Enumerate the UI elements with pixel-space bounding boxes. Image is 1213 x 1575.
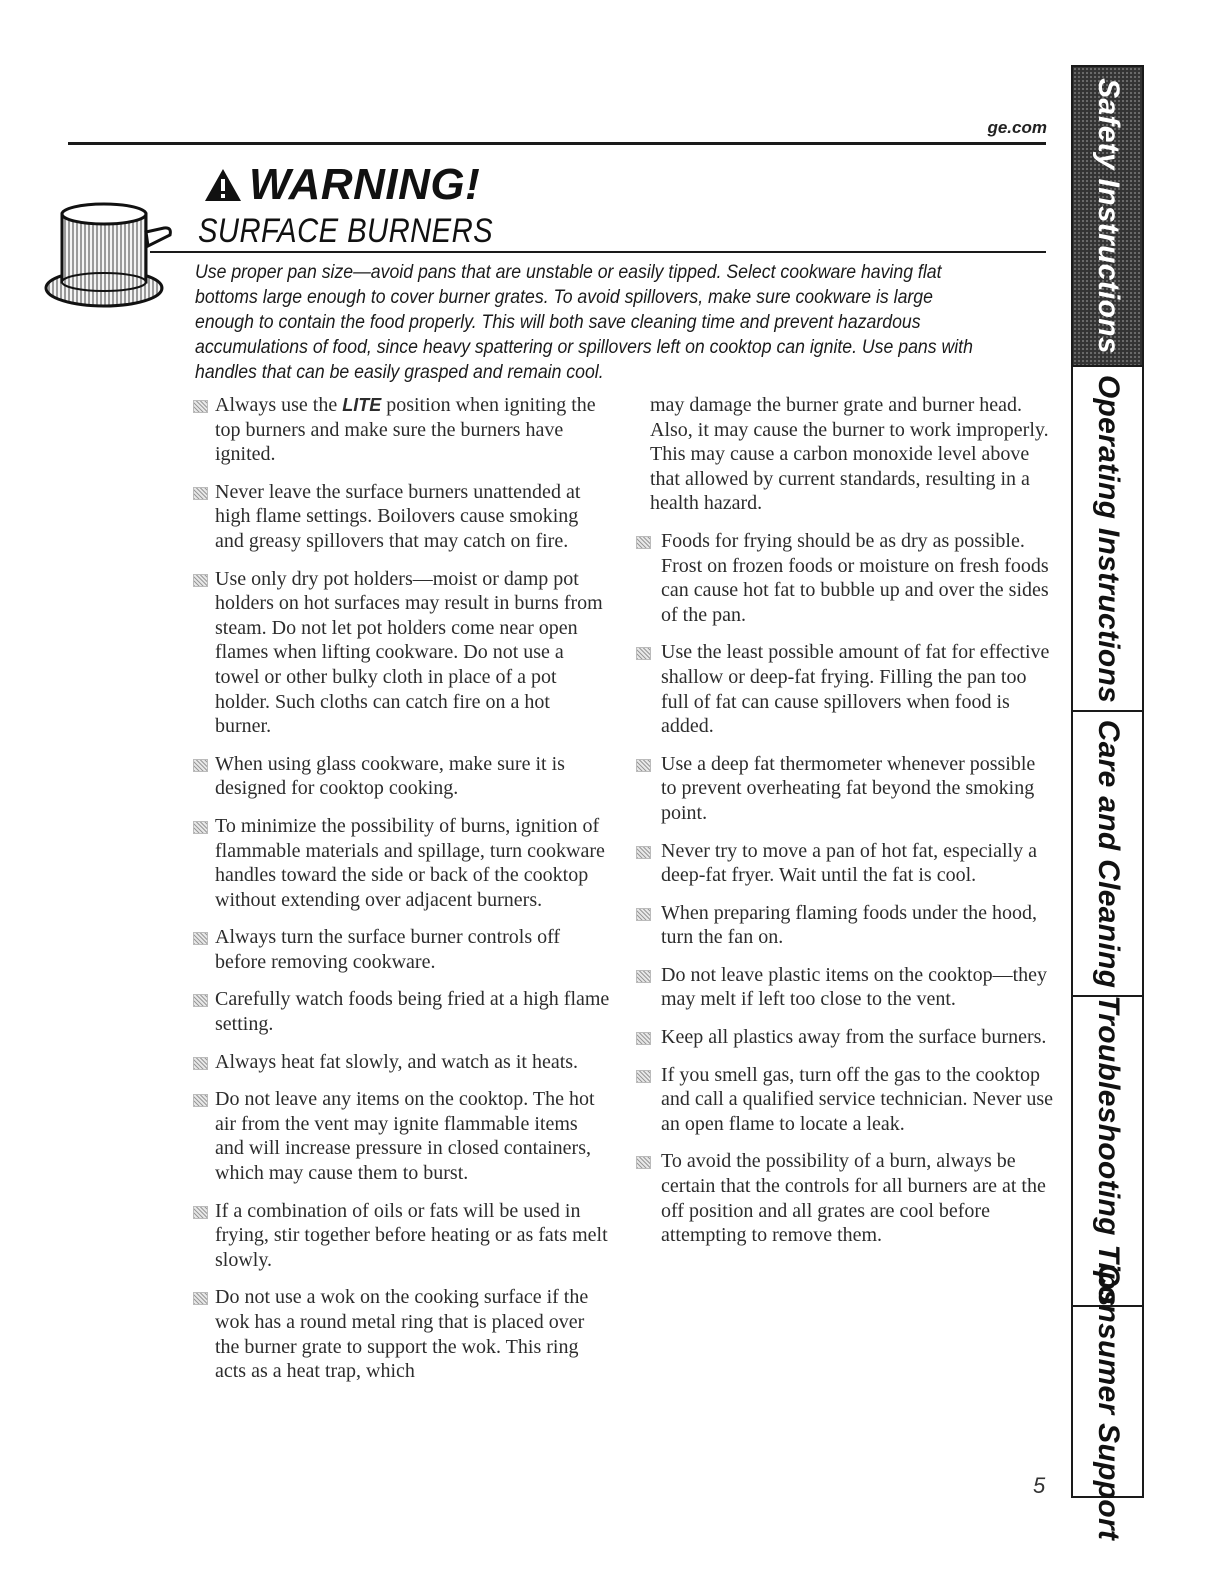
bullet-icon — [193, 1292, 208, 1305]
tab-consumer-support[interactable]: Consumer Support — [1091, 1263, 1125, 1540]
bullet-icon — [193, 994, 208, 1007]
subtitle-rule — [150, 251, 1046, 253]
list-item: Never leave the surface burners unattended at high flame settings. Boilovers cause smoking and greasy spillovers that may catch on fire. — [190, 480, 610, 554]
warning-title-text: WARNING! — [249, 160, 481, 209]
bullet-icon — [193, 400, 208, 413]
list-item: When preparing flaming foods under the hood, turn the fan on. — [636, 901, 1054, 950]
top-rule — [68, 142, 1046, 145]
list-item-continuation: may damage the burner grate and burner head. Also, it may cause the burner to work improperly. This may cause a carbon monoxide level above that allowed by current standards, resulting in a health hazard. — [650, 394, 1049, 515]
list-item: Do not leave plastic items on the cooktop—they may melt if left too close to the vent. — [636, 963, 1054, 1012]
section-tabs — [1071, 65, 1144, 1540]
bullet-icon — [636, 1156, 651, 1169]
bullet-icon — [193, 759, 208, 772]
bullet-icon — [193, 1206, 208, 1219]
bullet-icon — [636, 908, 651, 921]
bullet-icon — [636, 647, 651, 660]
bullet-icon — [636, 759, 651, 772]
tab-operating-instructions[interactable]: Operating Instructions — [1073, 367, 1142, 712]
list-item: Do not leave any items on the cooktop. The hot air from the vent may ignite flammable items and will increase pressure in closed containers, which may cause them to burst. — [190, 1087, 610, 1185]
list-item: Use a deep fat thermometer whenever possible to prevent overheating fat beyond the smoking point. — [636, 752, 1054, 826]
list-item: Use only dry pot holders—moist or damp pot holders on hot surfaces may result in burns from steam. Do not let pot holders come near open flames when lifting cookware. Do not use a towel or other bulky cloth in place of a pot holder. Such cloths can catch fire on a hot burner. — [190, 567, 610, 739]
list-item: Always heat fat slowly, and watch as it heats. — [190, 1050, 610, 1075]
page-number: 5 — [1033, 1473, 1046, 1498]
lite-label: LITE — [342, 395, 382, 415]
bullet-icon — [193, 1057, 208, 1070]
bullet-icon — [193, 574, 208, 587]
warning-triangle-icon — [203, 167, 243, 203]
list-item: Always use the LITE position when igniting the top burners and make sure the burners have ignited. — [190, 393, 610, 467]
tab-care-and-cleaning[interactable]: Care and Cleaning — [1073, 712, 1142, 997]
bullet-icon — [193, 821, 208, 834]
list-item: When using glass cookware, make sure it is designed for cooktop cooking. — [190, 752, 610, 801]
left-column — [190, 393, 610, 1397]
list-item: If a combination of oils or fats will be used in frying, stir together before heating or as fats melt slowly. — [190, 1199, 610, 1273]
warning-title — [203, 160, 480, 210]
list-item: Always turn the surface burner controls off before removing cookware. — [190, 925, 610, 974]
bullet-icon — [193, 932, 208, 945]
list-item: Keep all plastics away from the surface burners. — [636, 1025, 1054, 1050]
tab-safety-instructions[interactable]: Safety Instructions — [1073, 67, 1142, 367]
list-item: To minimize the possibility of burns, ignition of flammable materials and spillage, turn cookware handles toward the side or back of the cooktop without extending over adjacent burners. — [190, 814, 610, 912]
list-item: Use the least possible amount of fat for effective shallow or deep-fat frying. Filling the pan too full of fat can cause spillovers when food is added. — [636, 640, 1054, 738]
bullet-icon — [193, 487, 208, 500]
section-subtitle: SURFACE BURNERS — [198, 212, 494, 250]
bullet-icon — [636, 846, 651, 859]
site-url: ge.com — [987, 118, 1047, 137]
list-item: Carefully watch foods being fried at a high flame setting. — [190, 987, 610, 1036]
bullet-icon — [636, 536, 651, 549]
list-item: Do not use a wok on the cooking surface if the wok has a round metal ring that is placed over the burner grate to support the wok. This ring acts as a heat trap, which — [190, 1285, 610, 1383]
bullet-icon — [636, 970, 651, 983]
bullet-icon — [636, 1070, 651, 1083]
tab-troubleshooting-tips[interactable]: Troubleshooting Tips — [1073, 997, 1142, 1307]
warning-intro: Use proper pan size—avoid pans that are unstable or easily tipped. Select cookware having flat bottoms large enough to cover burner grates. To avoid spillovers, make sure cookware is large enough to contain the food properly. This will both save cleaning time and prevent hazardous accumulations of food, since heavy spattering or spillovers left on cooktop can ignite. Use pans with handles that can be easily grasped and remain cool. — [195, 262, 973, 383]
right-column — [636, 393, 1054, 1261]
bullet-icon — [193, 1094, 208, 1107]
list-item: If you smell gas, turn off the gas to the cooktop and call a qualified service technician. Never use an open flame to locate a leak. — [636, 1063, 1054, 1137]
list-item: Never try to move a pan of hot fat, especially a deep-fat fryer. Wait until the fat is cool. — [636, 839, 1054, 888]
list-item: Foods for frying should be as dry as possible. Frost on frozen foods or moisture on fresh foods can cause hot fat to bubble up and over the sides of the pan. — [636, 529, 1054, 627]
bullet-icon — [636, 1032, 651, 1045]
list-item: To avoid the possibility of a burn, always be certain that the controls for all burners are at the off position and all grates are cool before attempting to remove them. — [636, 1149, 1054, 1247]
